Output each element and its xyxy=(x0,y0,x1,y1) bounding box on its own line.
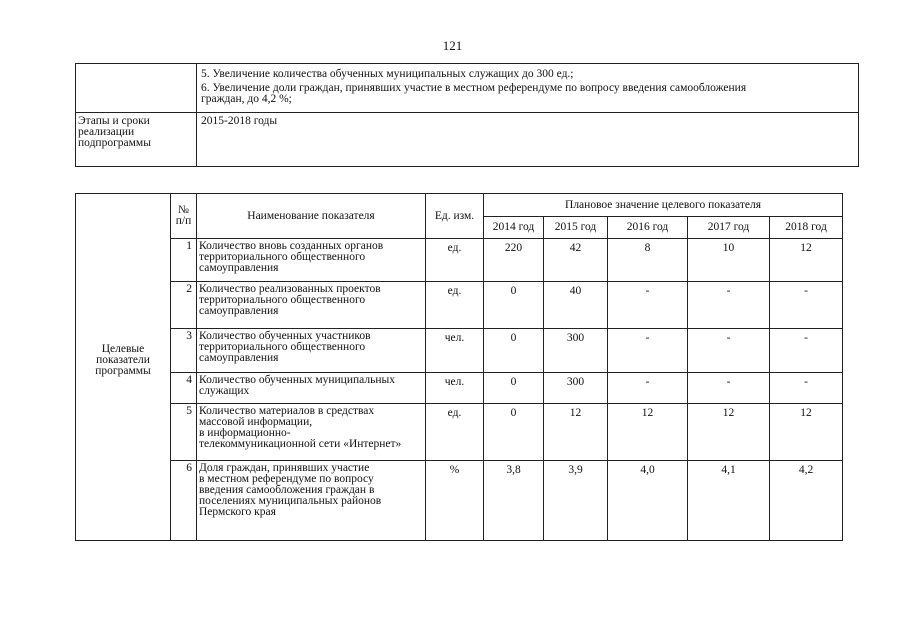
row-value: 300 xyxy=(544,329,608,373)
row-name: Количество материалов в средствах массовой информации, в информационно- телекоммуникационной сети «Интернет» xyxy=(197,404,426,461)
row-value: - xyxy=(770,282,843,329)
goal-item-6-line2: граждан, до 4,2 %; xyxy=(201,93,292,105)
row-unit: % xyxy=(426,461,484,541)
header-name: Наименование показателя xyxy=(197,194,426,239)
header-unit: Ед. изм. xyxy=(426,194,484,239)
row-value: 4,0 xyxy=(608,461,688,541)
header-year: 2017 год xyxy=(688,217,770,239)
row-num: 5 xyxy=(171,404,197,461)
table-row xyxy=(76,329,843,373)
header-year: 2016 год xyxy=(608,217,688,239)
goal-item-5: 5. Увеличение количества обученных муниципальных служащих до 300 ед.; xyxy=(201,68,574,80)
row-value: 0 xyxy=(484,404,544,461)
header-year: 2015 год xyxy=(544,217,608,239)
row-unit: ед. xyxy=(426,282,484,329)
row-unit: ед. xyxy=(426,404,484,461)
row-name: Количество реализованных проектов территориального общественного самоуправления xyxy=(197,282,426,329)
row-value: 3,9 xyxy=(544,461,608,541)
row-value: 12 xyxy=(770,239,843,282)
row-name: Количество обученных муниципальных служащих xyxy=(197,373,426,404)
row-unit: ед. xyxy=(426,239,484,282)
row-num: 3 xyxy=(171,329,197,373)
row-value: 40 xyxy=(544,282,608,329)
indicators-table xyxy=(75,193,843,541)
row-value: - xyxy=(688,282,770,329)
row-unit: чел. xyxy=(426,329,484,373)
row-value: 4,2 xyxy=(770,461,843,541)
row-num: 1 xyxy=(171,239,197,282)
row-value: 0 xyxy=(484,329,544,373)
row-value: 220 xyxy=(484,239,544,282)
stages-value: 2015-2018 годы xyxy=(201,115,278,127)
header-year: 2018 год xyxy=(770,217,843,239)
row-value: 12 xyxy=(608,404,688,461)
goal-item-6-line1: 6. Увеличение доли граждан, принявших участие в местном референдуме по вопросу введения самообложения xyxy=(201,82,747,94)
row-value: 300 xyxy=(544,373,608,404)
row-value: 12 xyxy=(544,404,608,461)
row-num: 6 xyxy=(171,461,197,541)
row-value: 0 xyxy=(484,373,544,404)
table-row xyxy=(76,373,843,404)
row-num: 2 xyxy=(171,282,197,329)
table-row xyxy=(76,461,843,541)
stages-label: Этапы и сроки реализации подпрограммы xyxy=(78,115,151,149)
row-unit: чел. xyxy=(426,373,484,404)
row-divider xyxy=(76,112,858,113)
row-value: - xyxy=(608,373,688,404)
row-value: - xyxy=(608,329,688,373)
row-value: 42 xyxy=(544,239,608,282)
row-value: - xyxy=(608,282,688,329)
row-value: 0 xyxy=(484,282,544,329)
row-value: 10 xyxy=(688,239,770,282)
row-value: 3,8 xyxy=(484,461,544,541)
row-value: 8 xyxy=(608,239,688,282)
header-num: № п/п xyxy=(171,194,197,239)
page-number: 121 xyxy=(442,38,463,53)
row-value: - xyxy=(770,373,843,404)
table-row xyxy=(76,239,843,282)
row-name: Доля граждан, принявших участие в местном референдуме по вопросу введения самообложения граждан в поселениях муниципальных районов Пермского края xyxy=(197,461,426,541)
header-year: 2014 год xyxy=(484,217,544,239)
row-name: Количество обученных участников территориального общественного самоуправления xyxy=(197,329,426,373)
row-value: - xyxy=(770,329,843,373)
table-row xyxy=(76,404,843,461)
column-divider xyxy=(196,64,197,166)
row-value: 4,1 xyxy=(688,461,770,541)
top-table xyxy=(75,63,859,167)
table-row xyxy=(76,282,843,329)
row-value: - xyxy=(688,329,770,373)
section-label: Целевые показатели программы xyxy=(76,194,171,541)
row-value: 12 xyxy=(770,404,843,461)
row-value: - xyxy=(688,373,770,404)
header-planned: Плановое значение целевого показателя xyxy=(484,194,843,217)
row-value: 12 xyxy=(688,404,770,461)
row-num: 4 xyxy=(171,373,197,404)
row-name: Количество вновь созданных органов территориального общественного самоуправления xyxy=(197,239,426,282)
